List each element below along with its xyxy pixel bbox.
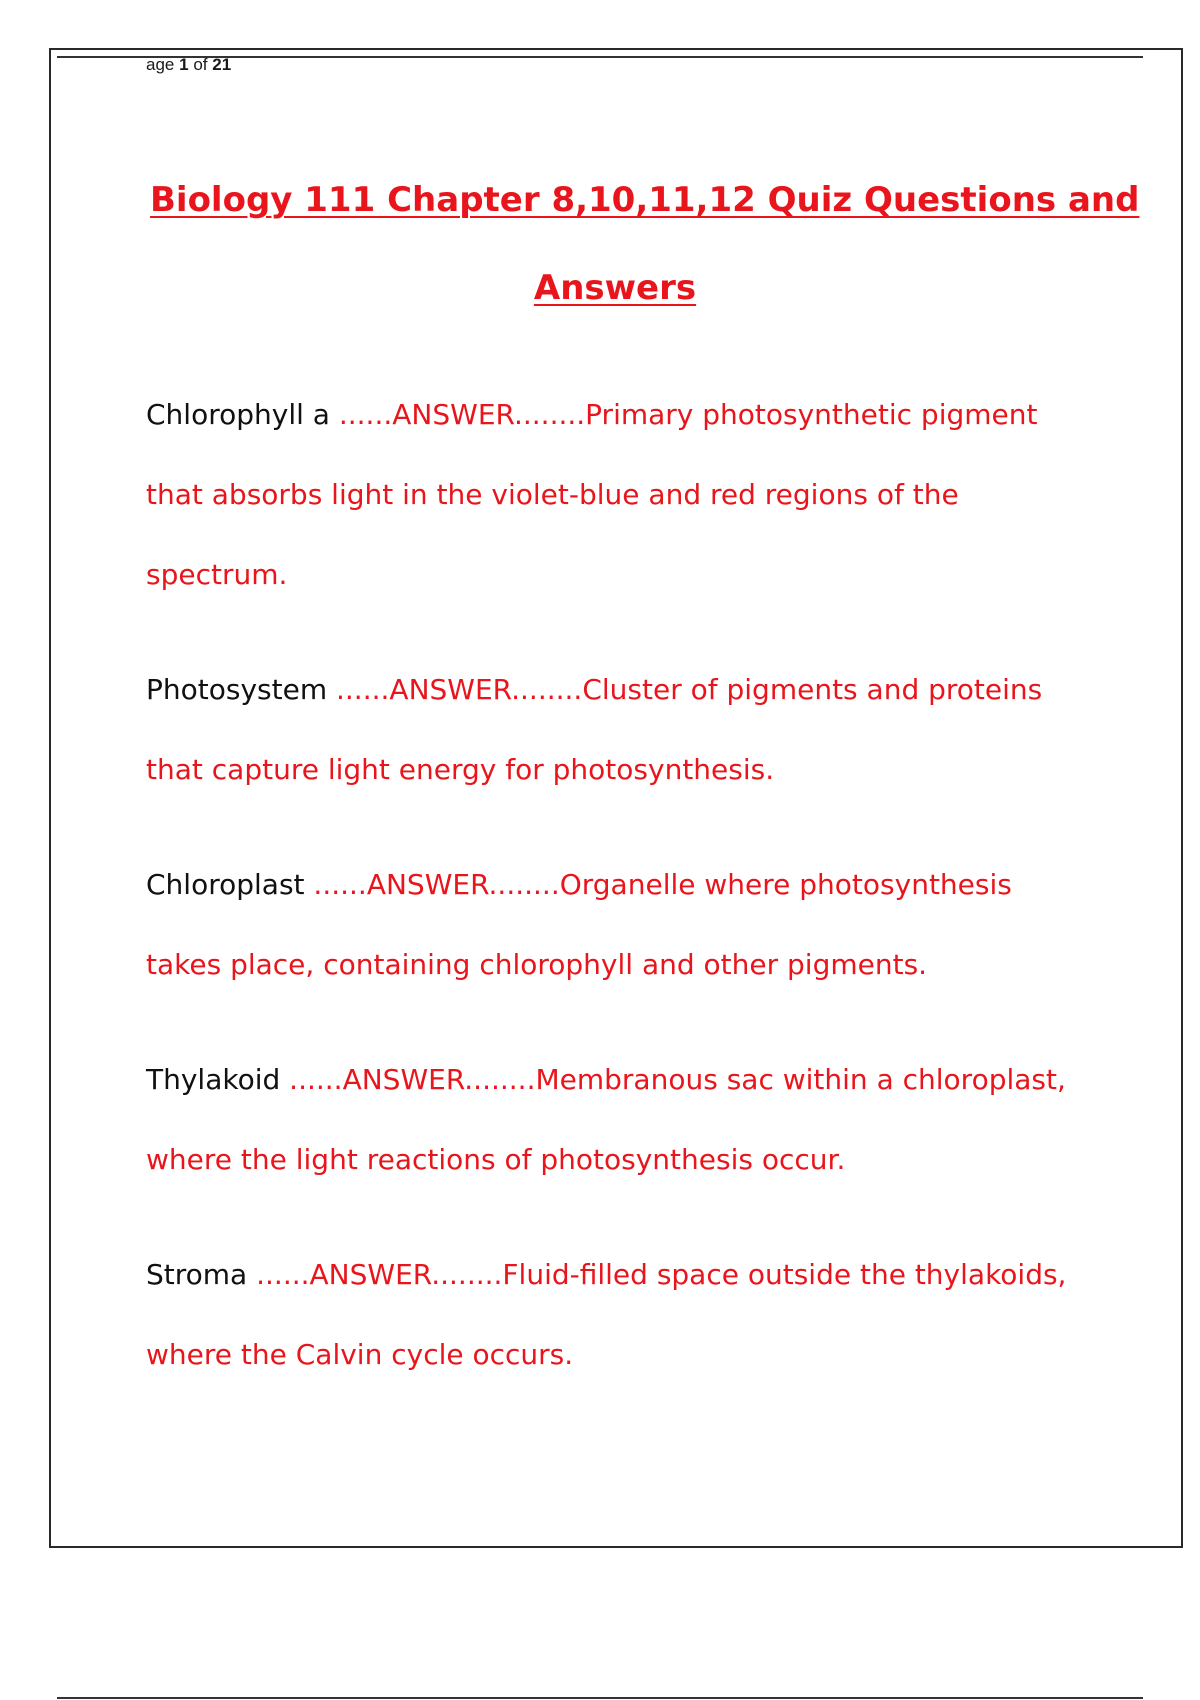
entry-answer: ......ANSWER........Fluid-filled space outside the thylakoids, <box>247 1258 1067 1291</box>
entry-term: Stroma <box>146 1258 248 1291</box>
page-prefix: age <box>146 55 175 74</box>
entry-first-line <box>146 845 1106 925</box>
footer-rule <box>57 1697 1143 1699</box>
entry-answer-continued: takes place, containing chlorophyll and other pigments. <box>146 948 928 981</box>
entry-first-line <box>146 1040 1106 1120</box>
page-of: of <box>193 55 208 74</box>
entry-answer-continued: where the Calvin cycle occurs. <box>146 1338 574 1371</box>
entry-answer: ......ANSWER........Membranous sac within a chloroplast, <box>280 1063 1066 1096</box>
document-title-line-2: Answers <box>533 268 697 308</box>
qa-entry-chloroplast <box>146 845 1106 1005</box>
entry-term: Thylakoid <box>146 1063 281 1096</box>
document-title-line-1: Biology 111 Chapter 8,10,11,12 Quiz Questions and <box>150 180 1140 220</box>
entry-answer-continued: spectrum. <box>146 558 288 591</box>
page-current: 1 <box>179 55 189 74</box>
entry-answer: ......ANSWER........Primary photosynthetic pigment <box>329 398 1038 431</box>
entry-term: Chloroplast <box>146 868 305 901</box>
qa-entry-thylakoid <box>146 1040 1106 1200</box>
page-counter <box>146 54 231 76</box>
page-total: 21 <box>212 55 232 74</box>
entry-first-line <box>146 1235 1106 1315</box>
entry-first-line <box>146 650 1106 730</box>
entry-answer: ......ANSWER........Cluster of pigments and proteins <box>327 673 1043 706</box>
entry-answer: ......ANSWER........Organelle where photosynthesis <box>304 868 1012 901</box>
entry-first-line <box>146 375 1106 455</box>
entry-answer-continued: where the light reactions of photosynthesis occur. <box>146 1143 846 1176</box>
qa-entry-stroma <box>146 1235 1106 1395</box>
entry-answer-continued: that absorbs light in the violet-blue and red regions of the <box>146 478 959 511</box>
qa-entry-photosystem <box>146 650 1106 810</box>
entry-term: Photosystem <box>146 673 328 706</box>
entry-answer-continued: that capture light energy for photosynthesis. <box>146 753 775 786</box>
qa-entry-chlorophyll <box>146 375 1106 615</box>
entry-term: Chlorophyll a <box>146 398 330 431</box>
